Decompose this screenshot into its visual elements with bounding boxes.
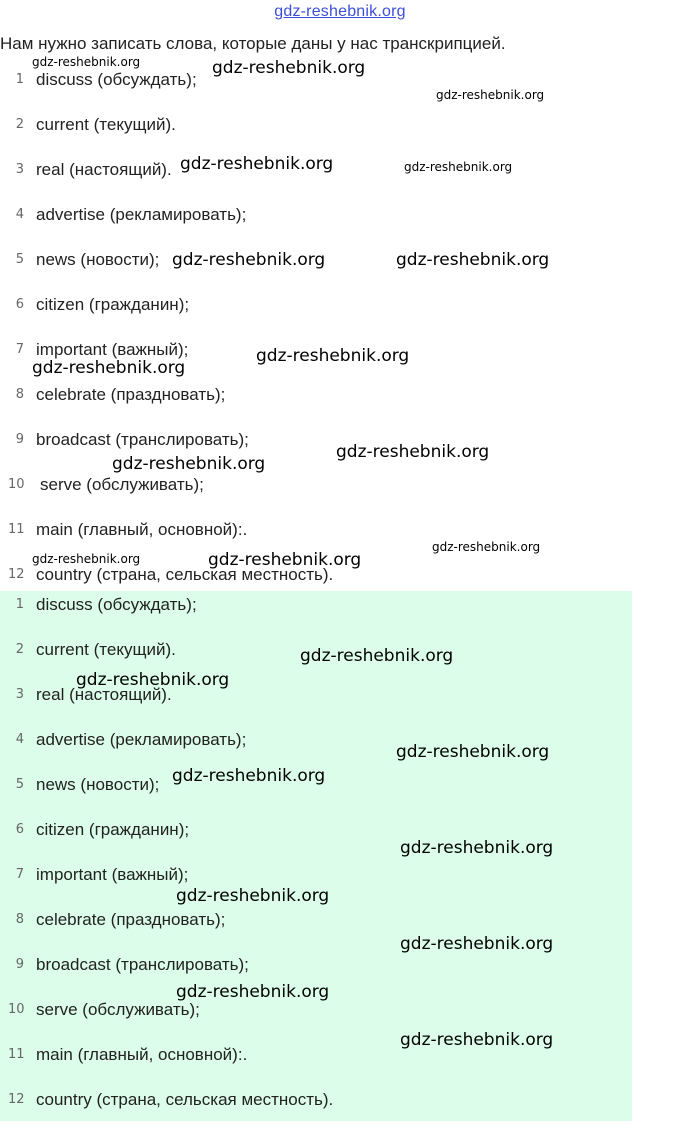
item-text: real (настоящий). [36, 685, 172, 704]
item-number: 9 [15, 432, 24, 447]
item-number: 3 [15, 687, 24, 702]
item-text: discuss (обсуждать); [36, 70, 197, 89]
item-number: 2 [15, 642, 24, 657]
watermark: gdz-reshebnik.org [172, 250, 326, 270]
list-item [0, 1086, 632, 1131]
watermark: gdz-reshebnik.org [436, 88, 545, 102]
watermark: gdz-reshebnik.org [176, 982, 330, 1002]
item-number: 6 [15, 822, 24, 837]
item-text: broadcast (транслировать); [36, 430, 249, 449]
item-number: 11 [8, 522, 25, 537]
item-text: broadcast (транслировать); [36, 955, 249, 974]
list-item [0, 291, 632, 336]
item-text: serve (обслуживать); [36, 1000, 200, 1019]
item-number: 4 [15, 207, 24, 222]
item-text: main (главный, основной):. [36, 520, 248, 539]
list-item [0, 381, 632, 426]
item-number: 7 [15, 342, 24, 357]
item-text: important (важный); [36, 865, 189, 884]
item-text: important (важный); [36, 340, 189, 359]
watermark: gdz-reshebnik.org [336, 442, 490, 462]
item-number: 10 [8, 1002, 25, 1017]
item-text: discuss (обсуждать); [36, 595, 197, 614]
watermark: gdz-reshebnik.org [32, 552, 141, 566]
watermark: gdz-reshebnik.org [396, 250, 550, 270]
item-text: serve (обслуживать); [40, 475, 204, 494]
list-item [0, 111, 632, 156]
item-text: country (страна, сельская местность). [36, 1090, 334, 1109]
word-list-plain [0, 66, 632, 606]
watermark: gdz-reshebnik.org [180, 154, 334, 174]
item-text: citizen (гражданин); [36, 295, 190, 314]
watermark: gdz-reshebnik.org [256, 346, 410, 366]
watermark: gdz-reshebnik.org [432, 540, 541, 554]
list-item [0, 471, 632, 516]
item-number: 12 [8, 1092, 25, 1107]
item-number: 1 [15, 72, 24, 87]
item-text: main (главный, основной):. [36, 1045, 248, 1064]
watermark: gdz-reshebnik.org [208, 550, 362, 570]
watermark: gdz-reshebnik.org [400, 1030, 554, 1050]
item-number: 11 [8, 1047, 25, 1062]
item-text: real (настоящий). [36, 160, 172, 179]
item-text: current (текущий). [36, 115, 176, 134]
item-number: 12 [8, 567, 25, 582]
item-number: 10 [8, 477, 25, 492]
item-number: 7 [15, 867, 24, 882]
item-text: current (текущий). [36, 640, 176, 659]
item-number: 1 [15, 597, 24, 612]
watermark: gdz-reshebnik.org [172, 766, 326, 786]
item-text: advertise (рекламировать); [36, 205, 247, 224]
intro-text: Нам нужно записать слова, которые даны у нас транскрипцией. [0, 34, 506, 53]
watermark: gdz-reshebnik.org [404, 160, 513, 174]
item-text: citizen (гражданин); [36, 820, 190, 839]
watermark: gdz-reshebnik.org [400, 838, 554, 858]
list-item [0, 591, 632, 636]
item-text: news (новости); [36, 250, 160, 269]
list-item [0, 201, 632, 246]
watermark: gdz-reshebnik.org [112, 454, 266, 474]
watermark: gdz-reshebnik.org [400, 934, 554, 954]
watermark: gdz-reshebnik.org [32, 55, 141, 69]
watermark: gdz-reshebnik.org [32, 358, 186, 378]
item-text: country (страна, сельская местность). [36, 565, 334, 584]
item-number: 8 [15, 387, 24, 402]
watermark: gdz-reshebnik.org [212, 58, 366, 78]
item-number: 5 [15, 777, 24, 792]
item-text: celebrate (праздновать); [36, 385, 226, 404]
item-number: 6 [15, 297, 24, 312]
item-text: celebrate (праздновать); [36, 910, 226, 929]
item-text: news (новости); [36, 775, 160, 794]
list-item [0, 426, 632, 471]
item-number: 3 [15, 162, 24, 177]
watermark: gdz-reshebnik.org [176, 886, 330, 906]
watermark: gdz-reshebnik.org [300, 646, 454, 666]
site-header-link[interactable]: gdz-reshebnik.org [274, 3, 406, 20]
item-number: 2 [15, 117, 24, 132]
item-number: 8 [15, 912, 24, 927]
item-text: advertise (рекламировать); [36, 730, 247, 749]
item-number: 5 [15, 252, 24, 267]
watermark: gdz-reshebnik.org [76, 670, 230, 690]
item-number: 4 [15, 732, 24, 747]
watermark: gdz-reshebnik.org [396, 742, 550, 762]
item-number: 9 [15, 957, 24, 972]
